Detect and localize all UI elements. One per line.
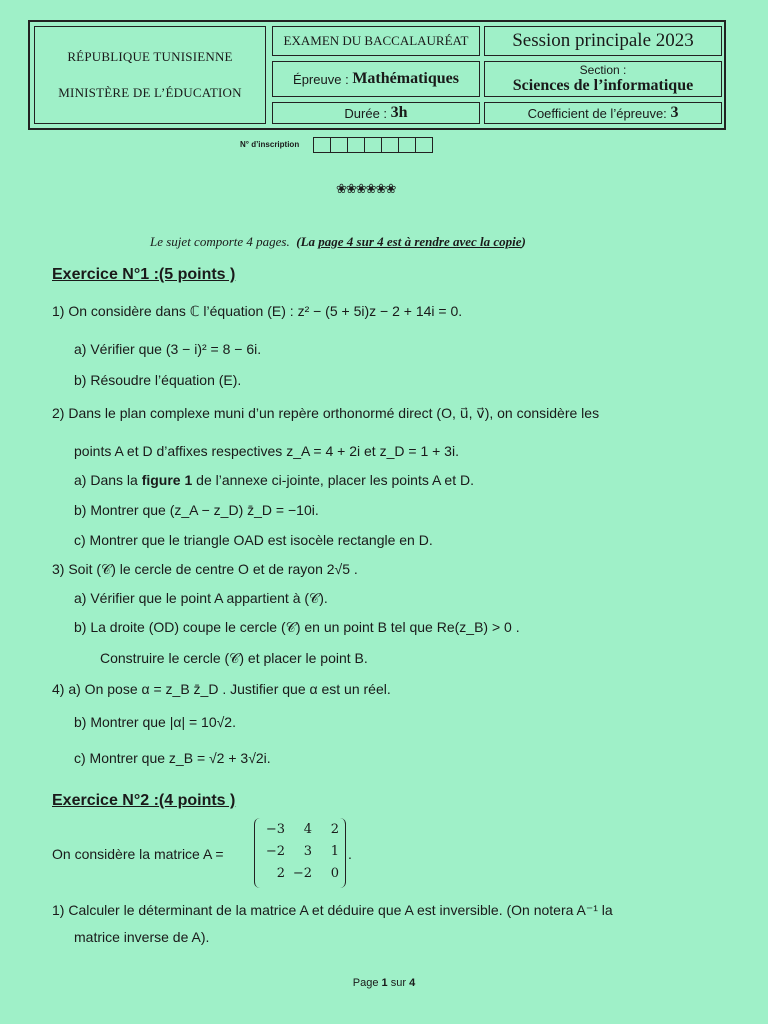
decorative-ornament: ❀❀❀❀❀❀ bbox=[336, 181, 396, 196]
footer-page-number: 1 bbox=[381, 977, 388, 989]
q2a-figure: figure 1 bbox=[141, 472, 193, 488]
inscription-box[interactable] bbox=[364, 137, 382, 153]
duree-cell bbox=[272, 102, 480, 124]
ex1-question-3b-cont: Construire le cercle (𝒞) et placer le point B. bbox=[100, 650, 368, 666]
matrix-cell: 4 bbox=[303, 822, 312, 837]
matrix-cell: 1 bbox=[330, 844, 339, 859]
ex1-question-1b: b) Résoudre l’équation (E). bbox=[74, 372, 242, 388]
ex1-question-4c: c) Montrer que z_B = √2 + 3√2i. bbox=[74, 750, 271, 766]
header-country-ministry bbox=[34, 26, 266, 124]
country-name: RÉPUBLIQUE TUNISIENNE bbox=[67, 49, 233, 64]
duree-label: Durée : bbox=[344, 105, 388, 121]
matrix-row bbox=[255, 822, 345, 837]
coef-label: Coefficient de l’épreuve: bbox=[527, 105, 667, 121]
subject-intro bbox=[150, 234, 526, 250]
ex1-question-3b: b) La droite (OD) coupe le cercle (𝒞) en un point B tel que Re(z_B) > 0 . bbox=[74, 619, 520, 635]
q2a-post: de l’annexe ci-jointe, placer les points A et D. bbox=[192, 472, 474, 488]
footer-sur: sur bbox=[387, 977, 410, 989]
exercise-2-title: Exercice N°2 :(4 points ) bbox=[52, 792, 236, 809]
ex1-question-4b: b) Montrer que |α| = 10√2. bbox=[74, 714, 236, 730]
matrix-A bbox=[254, 818, 346, 888]
matrix-cell: 2 bbox=[330, 822, 339, 837]
inscription-box[interactable] bbox=[313, 137, 331, 153]
coef-value: 3 bbox=[670, 104, 679, 121]
matrix-cell: −2 bbox=[265, 844, 285, 859]
intro-open: (La bbox=[296, 234, 316, 249]
matrix-cell: −3 bbox=[265, 822, 285, 837]
ex1-question-2a bbox=[74, 472, 474, 488]
page-footer bbox=[0, 977, 768, 989]
inscription-box[interactable] bbox=[330, 137, 348, 153]
exam-title: EXAMEN DU BACCALAURÉAT bbox=[272, 26, 480, 56]
section-cell bbox=[484, 61, 722, 97]
ex1-question-2-cont: points A et D d’affixes respectives z_A = 4 + 2i et z_D = 1 + 3i. bbox=[74, 443, 459, 459]
matrix-cell: 2 bbox=[276, 866, 285, 881]
epreuve-cell bbox=[272, 61, 480, 97]
session-title: Session principale 2023 bbox=[484, 26, 722, 56]
ex1-question-3: 3) Soit (𝒞) le cercle de centre O et de rayon 2√5 . bbox=[52, 561, 358, 577]
footer-page-label: Page bbox=[352, 977, 382, 989]
matrix-cell: 3 bbox=[303, 844, 312, 859]
ex1-question-3a: a) Vérifier que le point A appartient à (𝒞). bbox=[74, 590, 328, 606]
ex1-question-4a: 4) a) On pose α = z_B z̄_D . Justifier que α est un réel. bbox=[52, 681, 391, 697]
ministry-name: MINISTÈRE DE L’ÉDUCATION bbox=[58, 85, 242, 100]
matrix-end: . bbox=[348, 846, 352, 862]
intro-copy-note: page 4 sur 4 est à rendre avec la copie bbox=[318, 234, 522, 249]
inscription-box[interactable] bbox=[347, 137, 365, 153]
footer-page-total: 4 bbox=[409, 977, 416, 989]
ex2-question-1-cont: matrice inverse de A). bbox=[74, 929, 210, 945]
matrix-row bbox=[255, 844, 345, 859]
epreuve-value: Mathématiques bbox=[352, 70, 459, 87]
intro-close: ) bbox=[521, 234, 526, 249]
duree-value: 3h bbox=[390, 104, 408, 121]
exercise-1-title: Exercice N°1 :(5 points ) bbox=[52, 266, 236, 283]
inscription-label: N° d’inscription bbox=[240, 140, 300, 149]
inscription-box[interactable] bbox=[415, 137, 433, 153]
ex1-question-1: 1) On considère dans ℂ l’équation (E) : z² − (5 + 5i)z − 2 + 14i = 0. bbox=[52, 303, 463, 319]
coef-cell bbox=[484, 102, 722, 124]
matrix-row bbox=[255, 866, 345, 881]
ex1-question-2b: b) Montrer que (z_A − z_D) z̄_D = −10i. bbox=[74, 502, 319, 518]
section-value: Sciences de l’informatique bbox=[512, 76, 694, 94]
ex2-question-1: 1) Calculer le déterminant de la matrice A et déduire que A est inversible. (On notera A⁻¹ la bbox=[52, 902, 613, 918]
ex1-question-1a: a) Vérifier que (3 − i)² = 8 − 6i. bbox=[74, 341, 262, 357]
inscription-box[interactable] bbox=[398, 137, 416, 153]
inscription-box[interactable] bbox=[381, 137, 399, 153]
matrix-intro: On considère la matrice A = bbox=[52, 846, 224, 862]
matrix-cell: −2 bbox=[292, 866, 312, 881]
ex1-question-2c: c) Montrer que le triangle OAD est isocèle rectangle en D. bbox=[74, 532, 433, 548]
matrix-cell: 0 bbox=[330, 866, 339, 881]
header-table bbox=[28, 20, 726, 130]
ex1-question-2: 2) Dans le plan complexe muni d’un repère orthonormé direct (O, u⃗, v⃗), on considère les bbox=[52, 405, 600, 421]
intro-pages: Le sujet comporte 4 pages. bbox=[150, 234, 290, 249]
q2a-pre: a) Dans la bbox=[74, 472, 142, 488]
section-label: Section : bbox=[579, 62, 627, 77]
epreuve-label: Épreuve : bbox=[293, 71, 349, 87]
inscription-boxes[interactable] bbox=[314, 137, 433, 153]
